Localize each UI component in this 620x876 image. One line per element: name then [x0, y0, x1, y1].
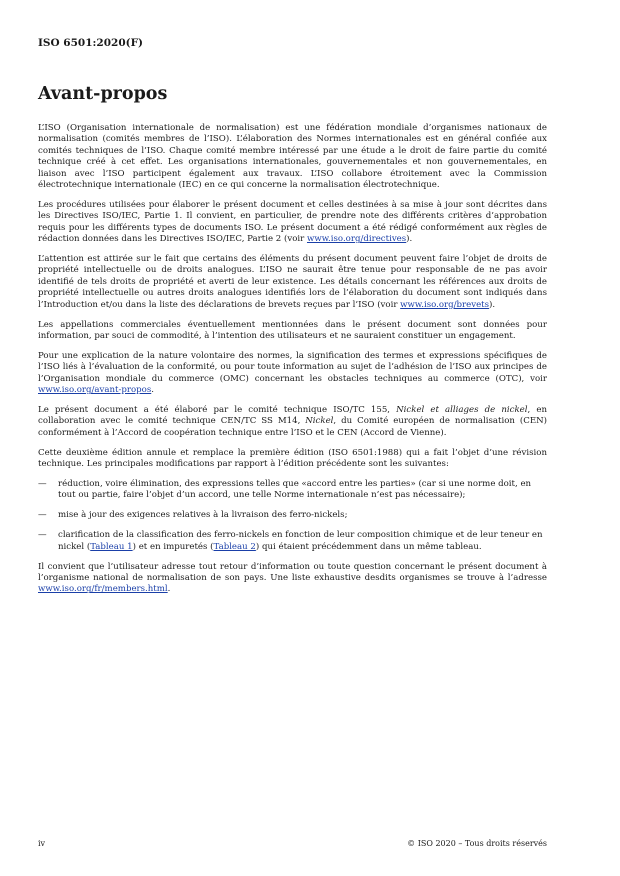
document-id: ISO 6501:2020(F) — [38, 37, 144, 49]
dash-bullet: — — [38, 510, 47, 521]
link-members[interactable]: www.iso.org/fr/members.html — [38, 584, 168, 595]
paragraph-voluntary: Pour une explication de la nature volontaire des normes, la signification des termes et expressions spécifiques de l’ISO liés à l’évaluation de la conformité, ou pour toute information au sujet de l’adhésion de l’ISO aux principes de l’Organisation mondiale du commerce (OMC) concernant les obstacles techniques au commerce (OTC), voir www.iso.org/avant-propos. — [38, 350, 547, 396]
changes-list — [38, 479, 547, 553]
dash-bullet: — — [38, 479, 47, 490]
link-directives[interactable]: www.iso.org/directives — [306, 234, 407, 245]
paragraph-feedback: Il convient que l’utilisateur adresse tout retour d’information ou toute question concernant le présent document à l’organisme national de normalisation de son pays. Une liste exhaustive desdits organismes se trouve à l’adresse www.iso.org/fr/members.html. — [38, 561, 547, 595]
paragraph-trade-names: Les appellations commerciales éventuellement mentionnées dans le présent document sont données pour information, par souci de commodité, à l’intention des utilisateurs et ne sauraient constituer un engagement. — [38, 319, 547, 341]
paragraph-procedures: Les procédures utilisées pour élaborer le présent document et celles destinées à sa mise à jour sont décrites dans les Directives ISO/IEC, Partie 1. Il convient, en particulier, de prendre note des différents critères d’approbation requis pour les différents types de documents ISO. Le présent document a été rédigé conformément aux règles de rédaction données dans les Directives ISO/IEC, Partie 2 (voir www.iso.org/directives). — [38, 199, 547, 245]
list-item: — mise à jour des exigences relatives à la livraison des ferro-nickels; — [38, 510, 348, 521]
link-tableau-2[interactable]: Tableau 2 — [213, 541, 256, 552]
paragraph-edition: Cette deuxième édition annule et remplace la première édition (ISO 6501:1988) qui a fait l’objet d’une révision technique. Les principales modifications par rapport à l’édition précédente sont les suivantes: — [38, 447, 547, 470]
section-title: Avant-propos — [38, 84, 168, 104]
page-number: iv — [38, 839, 46, 848]
link-tableau-1[interactable]: Tableau 1 — [90, 541, 133, 552]
list-item: — réduction, voire élimination, des expressions telles que «accord entre les parties» (car si une norme doit, en tout ou partie, faire l’objet d’un accord, une telle Norme internationale n’est pas nécessaire); — [38, 479, 532, 501]
list-item: — clarification de la classification des ferro-nickels en fonction de leur composition chimique et de leur teneur en nickel (Tableau 1) et en impuretés (Tableau 2) qui étaient précédemment dans un même tableau. — [38, 530, 543, 552]
paragraph-iso-intro: L’ISO (Organisation internationale de normalisation) est une fédération mondiale d’organismes nationaux de normalisation (comités membres de l’ISO). L’élaboration des Normes internationales est en général confiée aux comités techniques de l’ISO. Chaque comité membre intéressé par une étude a le droit de faire partie du comité technique créé à cet effet. Les organisations internationales, gouvernementales et non gouvernementales, en liaison avec l’ISO participent également aux travaux. L’ISO collabore étroitement avec la Commission électrotechnique internationale (IEC) en ce qui concerne la normalisation électrotechnique. — [38, 123, 547, 191]
paragraph-committee: Le présent document a été élaboré par le comité technique ISO/TC 155, Nickel et alliages de nickel, en collaboration avec le comité technique CEN/TC SS M14, Nickel, du Comité européen de normalisation (CEN) conformément à l’Accord de coopération technique entre l’ISO et le CEN (Accord de Vienne). — [38, 405, 547, 438]
copyright-notice: © ISO 2020 – Tous droits réservés — [407, 839, 547, 848]
dash-bullet: — — [38, 530, 47, 541]
foreword-body — [38, 123, 547, 604]
link-avant-propos[interactable]: www.iso.org/avant-propos — [38, 385, 152, 396]
link-brevets[interactable]: www.iso.org/brevets — [400, 299, 490, 310]
paragraph-patents: L’attention est attirée sur le fait que certains des éléments du présent document peuvent faire l’objet de droits de propriété intellectuelle ou de droits analogues. L’ISO ne saurait être tenue pour responsable de ne pas avoir identifié de tels droits de propriété et averti de leur existence. Les détails concernant les références aux droits de propriété intellectuelle ou autres droits analogues identifiés lors de l’élaboration du document sont indiqués dans l’Introduction et/ou dans la liste des déclarations de brevets reçues par l’ISO (voir www.iso.org/brevets). — [38, 254, 547, 310]
